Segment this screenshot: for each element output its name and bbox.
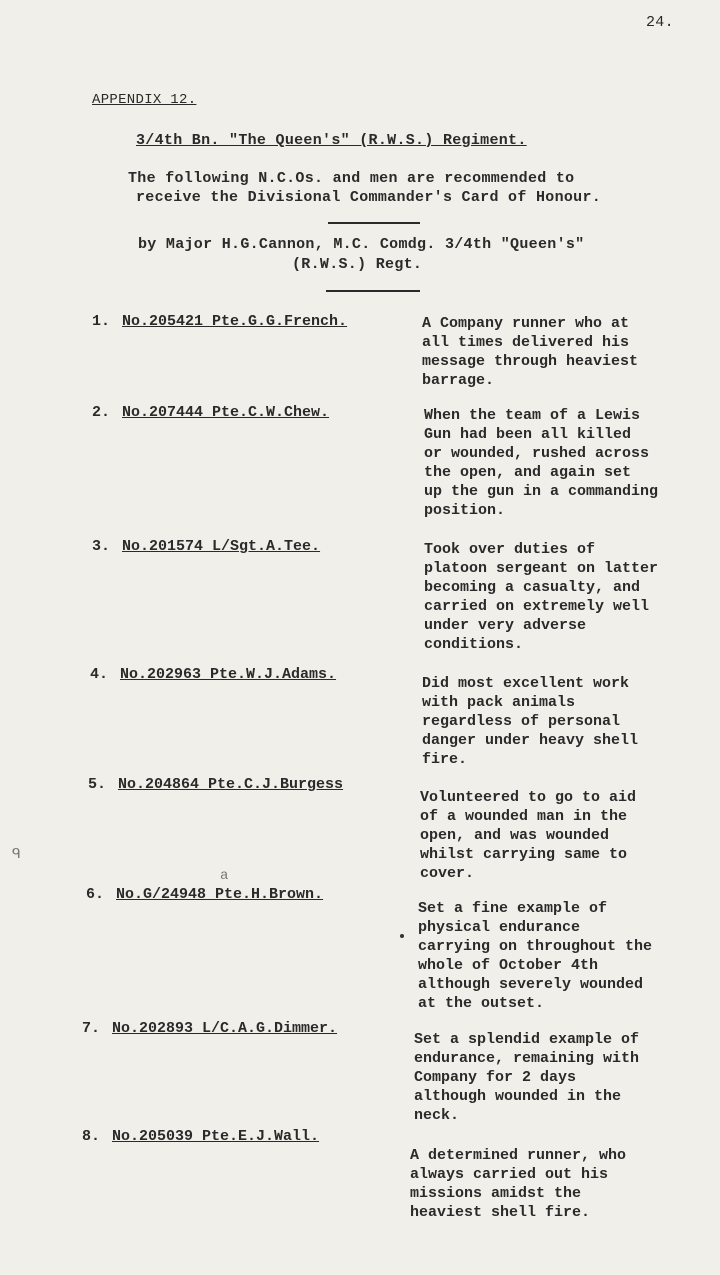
entry-number: 2. — [92, 404, 111, 421]
entry-description: A Company runner who at all times delivered his message through heaviest barrage. — [422, 315, 639, 389]
entry-description: Set a splendid example of endurance, remaining with Company for 2 days although wounded in the neck. — [414, 1031, 640, 1124]
entry-description: A determined runner, who always carried out his missions amidst the heaviest shell fire. — [410, 1147, 627, 1221]
entry-name: No.207444 Pte.C.W.Chew. — [122, 404, 330, 421]
handwritten-mark: a — [220, 868, 229, 884]
ink-dot — [400, 934, 404, 938]
appendix-title: APPENDIX 12. — [92, 92, 197, 108]
entry-number: 6. — [86, 886, 105, 903]
entry-name: No.201574 L/Sgt.A.Tee. — [122, 538, 321, 555]
intro-line-2: receive the Divisional Commander's Card of Honour. — [136, 189, 602, 206]
entry-name: No.205421 Pte.G.G.French. — [122, 313, 348, 330]
entry-number: 3. — [92, 538, 111, 555]
entry-description: Volunteered to go to aid of a wounded man in the open, and was wounded whilst carrying same to cover. — [420, 789, 637, 882]
divider-rule-1 — [328, 222, 420, 224]
margin-mark: ᑫ — [12, 847, 21, 863]
entry-description: When the team of a Lewis Gun had been all killed or wounded, rushed across the open, and again set up the gun in a commanding position. — [424, 407, 659, 519]
unit-title: 3/4th Bn. "The Queen's" (R.W.S.) Regiment. — [136, 132, 527, 149]
entry-number: 7. — [82, 1020, 101, 1037]
entry-description: Set a fine example of physical endurance carrying on throughout the whole of October 4th although severely wounded at the outset. — [418, 900, 653, 1012]
entry-name: No.G/24948 Pte.H.Brown. — [116, 886, 324, 903]
page-number: 24. — [646, 14, 674, 31]
entry-name: No.202893 L/C.A.G.Dimmer. — [112, 1020, 338, 1037]
entry-number: 5. — [88, 776, 107, 793]
entry-description: Did most excellent work with pack animals regardless of personal danger under heavy shell fire. — [422, 675, 639, 768]
entry-number: 4. — [90, 666, 109, 683]
by-line-2: (R.W.S.) Regt. — [292, 256, 423, 273]
entry-name: No.202963 Pte.W.J.Adams. — [120, 666, 337, 683]
divider-rule-2 — [326, 290, 420, 292]
entry-name: No.204864 Pte.C.J.Burgess — [118, 776, 344, 793]
entry-name: No.205039 Pte.E.J.Wall. — [112, 1128, 320, 1145]
entry-description: Took over duties of platoon sergeant on latter becoming a casualty, and carried on extremely well under very adverse conditions. — [424, 541, 659, 653]
intro-line-1: The following N.C.Os. and men are recommended to — [128, 170, 575, 187]
by-line-1: by Major H.G.Cannon, M.C. Comdg. 3/4th "Queen's" — [138, 236, 585, 253]
entry-number: 1. — [92, 313, 111, 330]
entry-number: 8. — [82, 1128, 101, 1145]
